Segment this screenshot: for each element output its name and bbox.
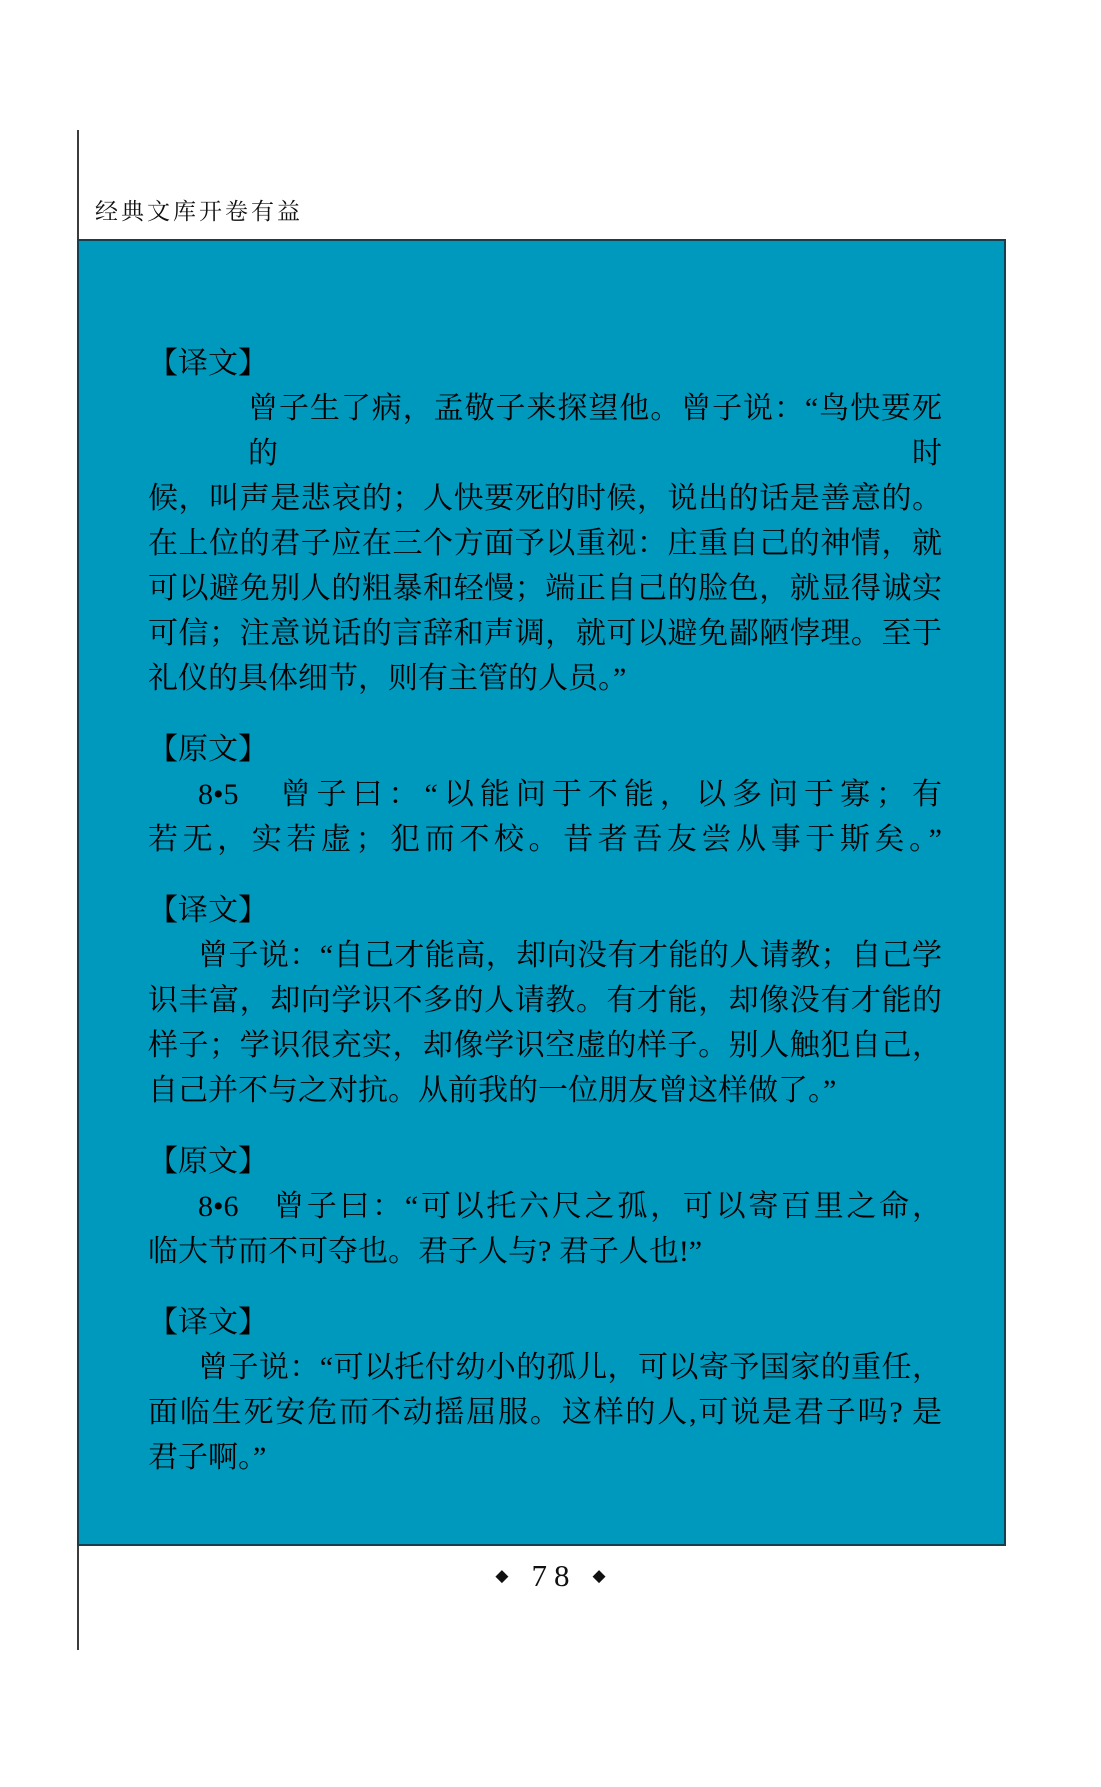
text-line: 临大节而不可夺也。君子人与? 君子人也!” [148,1235,703,1268]
section-translation-2 [148,888,942,1113]
text-line: 自己并不与之对抗。从前我的一位朋友曾这样做了。” [148,1074,837,1107]
text-line: 曾子生了病，孟敬子来探望他。曾子说：“鸟快要死的时 [248,392,942,470]
text-line: 在上位的君子应在三个方面予以重视：庄重自己的神情，就 [148,527,942,560]
text-line: 可信；注意说话的言辞和声调，就可以避免鄙陋悖理。至于 [148,617,942,650]
section-translation-1 [148,341,942,701]
diamond-icon: ◆ [495,1566,509,1585]
content-panel [77,239,1006,1546]
text-line: 8•6 曾子曰：“可以托六尺之孤，可以寄百里之命， [198,1190,942,1223]
text-line: 曾子说：“可以托付幼小的孤儿，可以寄予国家的重任， [198,1351,942,1384]
section-translation-3 [148,1300,942,1480]
section-original-8-5 [148,727,942,862]
text-line: 识丰富，却向学识不多的人请教。有才能，却像没有才能的 [148,984,942,1017]
text-line: 若无，实若虚；犯而不校。昔者吾友尝从事于斯矣。” [148,823,942,856]
section-label: 【原文】 [148,733,268,766]
section-label: 【译文】 [148,1306,268,1339]
section-label: 【原文】 [148,1145,268,1178]
text-line: 候，叫声是悲哀的；人快要死的时候，说出的话是善意的。 [148,482,942,515]
section-label: 【译文】 [148,894,268,927]
text-line: 面临生死安危而不动摇屈服。这样的人,可说是君子吗? 是 [148,1396,942,1429]
text-line: 8•5 曾子曰：“以能问于不能，以多问于寡；有 [198,778,942,811]
text-line: 君子啊。” [148,1441,267,1474]
diamond-icon: ◆ [592,1566,606,1585]
page-number: 78 [531,1558,577,1593]
page-footer [0,1556,1101,1596]
running-head-title: 经典文库开卷有益 [95,199,303,224]
section-label: 【译文】 [148,347,268,380]
text-line: 礼仪的具体细节，则有主管的人员。” [148,662,627,695]
text-line: 曾子说：“自己才能高，却向没有才能的人请教；自己学 [198,939,942,972]
text-line: 可以避免别人的粗暴和轻慢；端正自己的脸色，就显得诚实 [148,572,942,605]
section-original-8-6 [148,1139,942,1274]
text-line: 样子；学识很充实，却像学识空虚的样子。别人触犯自己， [148,1029,942,1062]
